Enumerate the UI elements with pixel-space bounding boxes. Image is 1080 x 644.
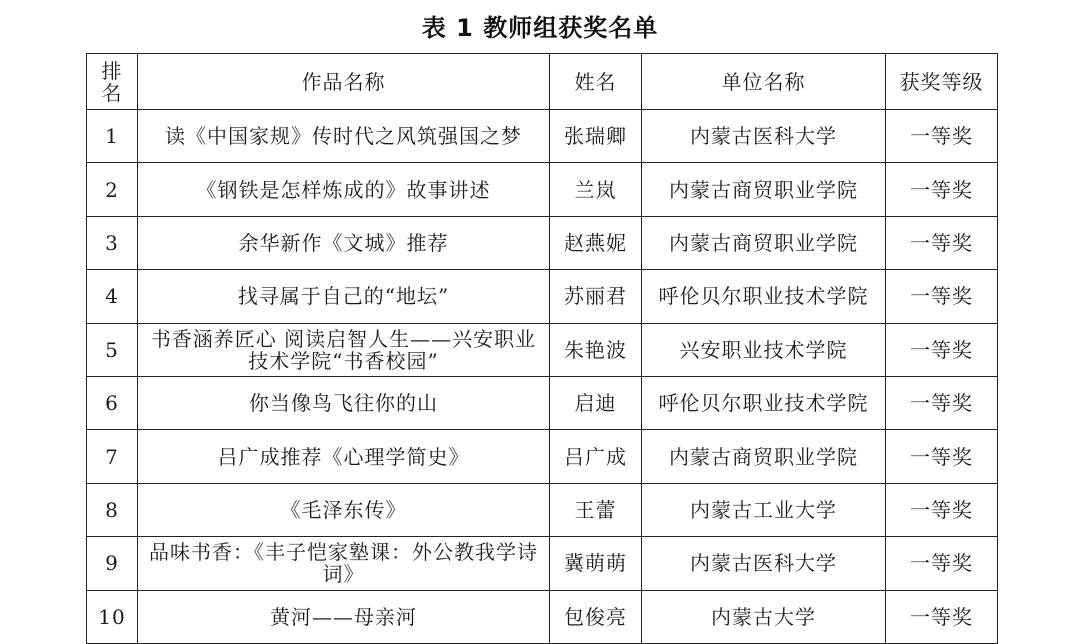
cell-work: 找寻属于自己的“地坛”: [138, 270, 550, 323]
cell-rank: 3: [87, 216, 138, 269]
table-row: [87, 323, 998, 376]
page-title: 表 1 教师组获奖名单: [421, 14, 659, 42]
cell-rank: 8: [87, 483, 138, 536]
table-row: [87, 430, 998, 483]
cell-rank: 2: [87, 163, 138, 216]
cell-work: 吕广成推荐《心理学简史》: [138, 430, 550, 483]
cell-name: 启迪: [550, 376, 642, 429]
cell-rank: 4: [87, 270, 138, 323]
cell-level: 一等奖: [886, 483, 998, 536]
cell-work: 余华新作《文城》推荐: [138, 216, 550, 269]
table-row: [87, 216, 998, 269]
cell-level: 一等奖: [886, 537, 998, 590]
cell-work: 你当像鸟飞往你的山: [138, 376, 550, 429]
cell-name: 吕广成: [550, 430, 642, 483]
table-row: [87, 537, 998, 590]
cell-work: 书香涵养匠心 阅读启智人生——兴安职业技术学院“书香校园”: [138, 323, 550, 376]
table-header-row: [87, 54, 998, 110]
table-row: [87, 270, 998, 323]
cell-name: 包俊亮: [550, 590, 642, 643]
cell-name: 兰岚: [550, 163, 642, 216]
header-level: 获奖等级: [886, 54, 998, 110]
cell-unit: 内蒙古大学: [642, 590, 886, 643]
cell-unit: 内蒙古商贸职业学院: [642, 163, 886, 216]
header-unit: 单位名称: [642, 54, 886, 110]
cell-level: 一等奖: [886, 163, 998, 216]
cell-rank: 1: [87, 110, 138, 163]
cell-level: 一等奖: [886, 216, 998, 269]
cell-name: 张瑞卿: [550, 110, 642, 163]
cell-work: 黄河——母亲河: [138, 590, 550, 643]
cell-level: 一等奖: [886, 270, 998, 323]
cell-unit: 内蒙古医科大学: [642, 537, 886, 590]
table-row: [87, 110, 998, 163]
cell-unit: 内蒙古工业大学: [642, 483, 886, 536]
header-rank: 排名: [87, 54, 138, 110]
cell-name: 冀萌萌: [550, 537, 642, 590]
cell-work: 读《中国家规》传时代之风筑强国之梦: [138, 110, 550, 163]
header-work: 作品名称: [138, 54, 550, 110]
cell-name: 苏丽君: [550, 270, 642, 323]
cell-unit: 呼伦贝尔职业技术学院: [642, 376, 886, 429]
table-row: [87, 590, 998, 643]
table-row: [87, 163, 998, 216]
cell-name: 赵燕妮: [550, 216, 642, 269]
cell-work: 品味书香：《丰子恺家塾课：外公教我学诗词》: [138, 537, 550, 590]
cell-level: 一等奖: [886, 323, 998, 376]
cell-rank: 5: [87, 323, 138, 376]
cell-unit: 内蒙古医科大学: [642, 110, 886, 163]
header-name: 姓名: [550, 54, 642, 110]
cell-rank: 10: [87, 590, 138, 643]
cell-work: 《钢铁是怎样炼成的》故事讲述: [138, 163, 550, 216]
cell-name: 朱艳波: [550, 323, 642, 376]
cell-rank: 9: [87, 537, 138, 590]
cell-work: 《毛泽东传》: [138, 483, 550, 536]
cell-level: 一等奖: [886, 376, 998, 429]
awards-table: [86, 53, 998, 644]
cell-unit: 内蒙古商贸职业学院: [642, 430, 886, 483]
cell-level: 一等奖: [886, 430, 998, 483]
cell-rank: 7: [87, 430, 138, 483]
cell-name: 王蕾: [550, 483, 642, 536]
table-row: [87, 483, 998, 536]
cell-level: 一等奖: [886, 110, 998, 163]
table-row: [87, 376, 998, 429]
cell-unit: 兴安职业技术学院: [642, 323, 886, 376]
cell-unit: 呼伦贝尔职业技术学院: [642, 270, 886, 323]
cell-level: 一等奖: [886, 590, 998, 643]
cell-unit: 内蒙古商贸职业学院: [642, 216, 886, 269]
cell-rank: 6: [87, 376, 138, 429]
